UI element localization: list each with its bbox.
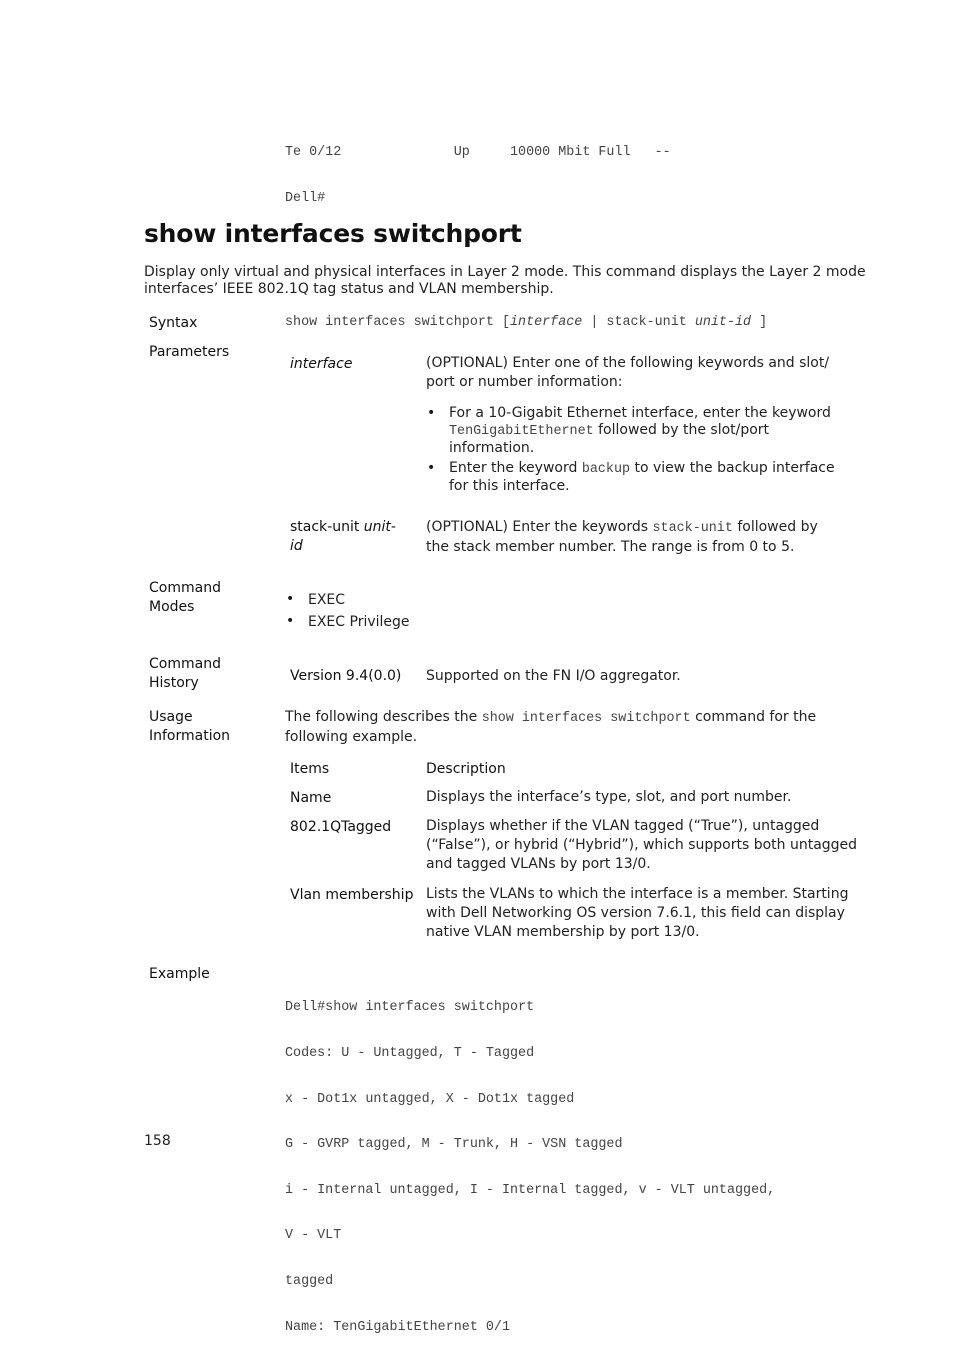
param-name-text: stack-unit: [290, 519, 364, 535]
table-row-item: Name: [290, 790, 332, 806]
param-stack-unit-name: [290, 518, 396, 556]
bullet-icon: •: [427, 460, 436, 476]
desc-line: with Dell Networking OS version 7.6.1, this field can display: [426, 905, 845, 921]
page-title: show interfaces switchport: [144, 219, 522, 248]
bullet-text: followed by the slot/port: [593, 422, 770, 438]
code-line: x - Dot1x untagged, X - Dot1x tagged: [285, 1091, 575, 1107]
desc-line: (“False”), or hybrid (“Hybrid”), which supports both untagged: [426, 837, 858, 853]
table-header-description: Description: [426, 761, 506, 777]
intro-paragraph: [144, 264, 866, 298]
code-line: tagged: [285, 1274, 334, 1290]
example-label: Example: [149, 966, 210, 982]
param-stack-unit-desc: [426, 518, 818, 557]
usage-label: [149, 708, 230, 746]
inline-code: stack-unit: [652, 521, 733, 536]
code-line: Name: TenGigabitEthernet 0/1: [285, 1319, 510, 1335]
bullet-line: information.: [449, 440, 535, 456]
label-line: History: [149, 675, 199, 691]
syntax-command: [285, 314, 767, 331]
code-line: Codes: U - Untagged, T - Tagged: [285, 1046, 535, 1062]
desc-line: and tagged VLANs by port 13/0.: [426, 856, 651, 872]
code-line: V - VLT: [285, 1228, 342, 1244]
table-header-items: Items: [290, 761, 330, 777]
usage-text-part: command for the: [690, 709, 817, 725]
desc-line: the stack member number. The range is from 0 to 5.: [426, 539, 795, 555]
syntax-label: Syntax: [149, 315, 198, 331]
desc-text: (OPTIONAL) Enter the keywords: [426, 519, 653, 535]
command-modes-label: [149, 579, 221, 617]
code-line: Dell#show interfaces switchport: [285, 1000, 535, 1016]
command-mode-item: EXEC Privilege: [308, 614, 410, 630]
desc-line: native VLAN membership by port 13/0.: [426, 924, 700, 940]
syntax-text: show interfaces switchport [: [285, 315, 510, 330]
syntax-arg: unit-id: [694, 315, 752, 330]
desc-line: Displays whether if the VLAN tagged (“True”), untagged: [426, 818, 820, 834]
history-desc: Supported on the FN I/O aggregator.: [426, 668, 681, 684]
table-row-item: Vlan membership: [290, 887, 414, 903]
table-row-desc: [426, 885, 848, 942]
inline-code: TenGigabitEthernet: [449, 424, 594, 439]
param-interface-bullet-1: [449, 405, 831, 457]
table-row-desc: [426, 817, 857, 874]
desc-line: (OPTIONAL) Enter one of the following keywords and slot/: [426, 355, 830, 371]
desc-text: followed by: [732, 519, 818, 535]
usage-text: [285, 708, 816, 747]
bullet-text: Enter the keyword: [449, 460, 582, 476]
syntax-text: | stack-unit: [582, 315, 695, 330]
code-line: G - GVRP tagged, M - Trunk, H - VSN tagged: [285, 1137, 623, 1153]
param-interface-desc: [426, 354, 829, 392]
bullet-icon: •: [286, 613, 295, 629]
param-name-italic: unit-: [363, 519, 396, 535]
bullet-icon: •: [427, 405, 436, 421]
intro-line: interfaces’ IEEE 802.1Q tag status and VLAN membership.: [144, 281, 554, 297]
inline-code: show interfaces switchport: [481, 711, 691, 726]
bullet-icon: •: [286, 591, 295, 607]
top-code-block: [285, 115, 671, 221]
param-interface-bullet-2: [449, 460, 835, 495]
bullet-line: for this interface.: [449, 478, 570, 494]
desc-line: port or number information:: [426, 374, 623, 390]
label-line: Usage: [149, 709, 193, 725]
example-code-block: [285, 970, 775, 1350]
label-line: Command: [149, 656, 221, 672]
code-line: i - Internal untagged, I - Internal tagged, v - VLT untagged,: [285, 1182, 776, 1198]
code-line: Te 0/12 Up 10000 Mbit Full --: [285, 145, 671, 161]
page-number: 158: [144, 1133, 171, 1149]
desc-line: Displays the interface’s type, slot, and port number.: [426, 789, 792, 805]
bullet-line: For a 10-Gigabit Ethernet interface, enter the keyword: [449, 405, 831, 421]
label-line: Information: [149, 728, 231, 744]
table-row-desc: [426, 788, 791, 807]
label-line: Modes: [149, 599, 195, 615]
syntax-text: ]: [751, 315, 768, 330]
param-interface-name: interface: [290, 356, 353, 372]
code-line: Dell#: [285, 191, 326, 207]
param-name-italic: id: [290, 538, 303, 554]
usage-text-part: The following describes the: [285, 709, 482, 725]
inline-code: backup: [581, 462, 631, 477]
history-version: Version 9.4(0.0): [290, 668, 402, 684]
parameters-label: Parameters: [149, 344, 230, 360]
table-row-item: 802.1QTagged: [290, 819, 392, 835]
intro-line: Display only virtual and physical interfaces in Layer 2 mode. This command displays the Layer 2 mode: [144, 264, 866, 280]
label-line: Command: [149, 580, 221, 596]
desc-line: Lists the VLANs to which the interface is a member. Starting: [426, 886, 849, 902]
command-mode-item: EXEC: [308, 592, 346, 608]
command-history-label: [149, 655, 221, 693]
bullet-text: to view the backup interface: [630, 460, 835, 476]
usage-text-line: following example.: [285, 729, 418, 745]
syntax-arg: interface: [510, 315, 583, 330]
